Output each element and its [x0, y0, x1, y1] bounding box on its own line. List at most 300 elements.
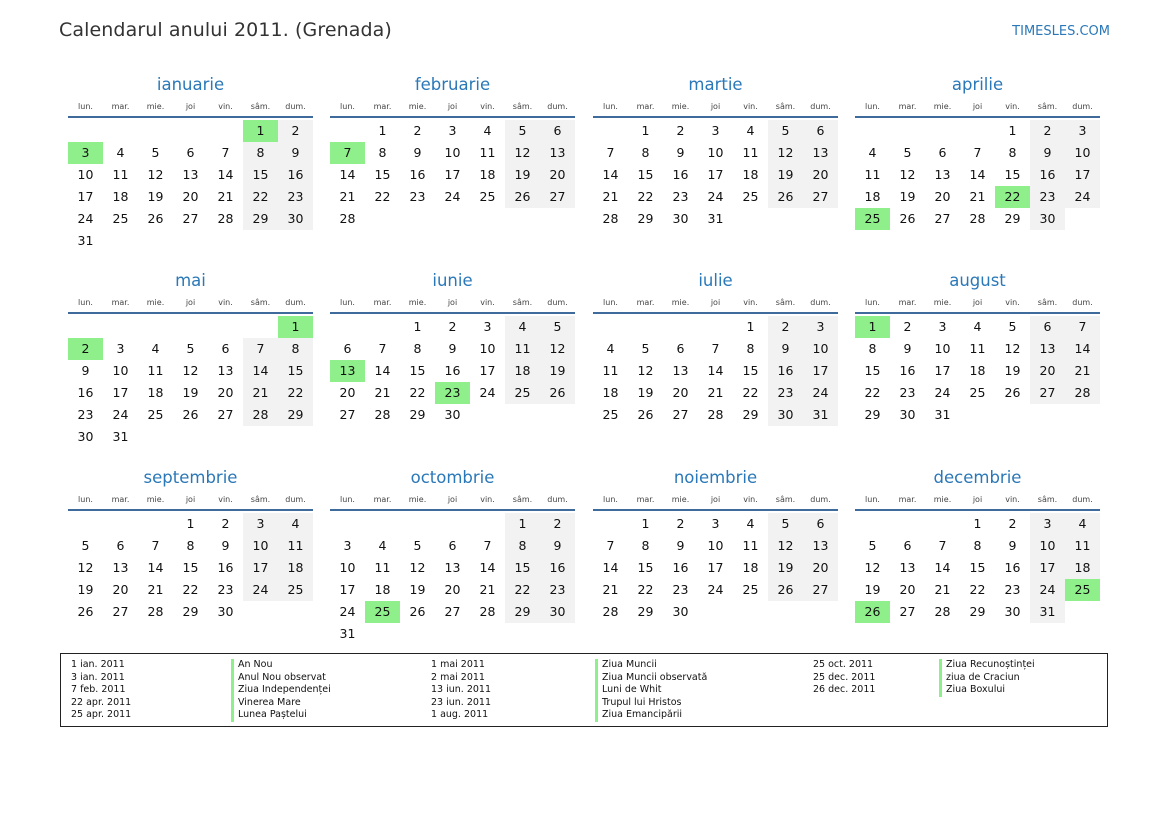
day-cell: 2: [768, 316, 803, 338]
weekday-label: sâm.: [775, 495, 796, 504]
weekday-label: mie.: [933, 495, 952, 504]
weekday-header: [593, 296, 838, 314]
day-cell: 8: [973, 538, 982, 553]
day-cell: 14: [602, 560, 619, 575]
day-cell: 19: [864, 582, 881, 597]
day-cell: 30: [768, 404, 803, 426]
month-name: august: [949, 271, 1006, 290]
day-cell: 29: [243, 208, 278, 230]
day-cell: 20: [182, 189, 199, 204]
day-cell: 24: [934, 385, 951, 400]
holiday-day-cell: 26: [855, 601, 890, 623]
day-cell: 22: [409, 385, 426, 400]
month-martie: [593, 74, 838, 230]
day-cell: 16: [278, 164, 313, 186]
day-cell: 8: [243, 142, 278, 164]
day-cell: 9: [413, 145, 422, 160]
legend-holiday-name: Ziua Muncii: [595, 659, 707, 672]
day-cell: 3: [1030, 513, 1065, 535]
day-cell: 20: [1030, 360, 1065, 382]
weekday-label: sâm.: [1037, 298, 1058, 307]
day-cell: 12: [505, 142, 540, 164]
empty-cell: [505, 208, 540, 230]
empty-cell: [470, 513, 505, 535]
weekday-label: sâm.: [250, 495, 271, 504]
day-cell: 6: [803, 120, 838, 142]
day-cell: 4: [278, 513, 313, 535]
day-grid: [68, 120, 313, 252]
legend-holiday-date: 25 apr. 2011: [71, 709, 132, 721]
day-cell: 25: [602, 407, 619, 422]
day-cell: 11: [479, 145, 496, 160]
day-cell: 11: [112, 167, 129, 182]
day-cell: 29: [1004, 211, 1021, 226]
empty-cell: [243, 230, 278, 252]
day-cell: 22: [278, 382, 313, 404]
weekday-label: mie.: [408, 102, 427, 111]
weekday-label: dum.: [547, 495, 568, 504]
day-cell: 8: [868, 341, 877, 356]
day-cell: 17: [112, 385, 129, 400]
day-cell: 19: [182, 385, 199, 400]
weekday-label: sâm.: [512, 102, 533, 111]
month-name: septembrie: [143, 468, 238, 487]
day-cell: 13: [112, 560, 129, 575]
day-cell: 12: [540, 338, 575, 360]
day-cell: 19: [77, 582, 94, 597]
day-cell: 19: [147, 189, 164, 204]
day-cell: 21: [339, 189, 356, 204]
day-cell: 26: [540, 382, 575, 404]
day-grid: [593, 513, 838, 623]
legend-holiday-date: 3 ian. 2011: [71, 671, 125, 683]
day-cell: 4: [505, 316, 540, 338]
empty-cell: [470, 208, 505, 230]
month-ianuarie: [68, 74, 313, 252]
empty-cell: [138, 230, 173, 252]
holiday-day-cell: 23: [435, 382, 470, 404]
day-cell: 6: [186, 145, 195, 160]
weekday-label: mar.: [111, 102, 130, 111]
day-cell: 3: [483, 319, 492, 334]
weekday-label: dum.: [810, 495, 831, 504]
legend-dates-col-3: [813, 659, 875, 697]
day-cell: 26: [1004, 385, 1021, 400]
day-cell: 31: [112, 429, 129, 444]
day-cell: 31: [339, 626, 356, 641]
day-cell: 3: [1065, 120, 1100, 142]
day-cell: 5: [505, 120, 540, 142]
day-cell: 4: [868, 145, 877, 160]
legend-holiday-date: 25 oct. 2011: [813, 659, 874, 670]
day-cell: 28: [1065, 382, 1100, 404]
empty-cell: [173, 316, 208, 338]
day-cell: 24: [479, 385, 496, 400]
day-cell: 30: [672, 211, 689, 226]
day-cell: 27: [672, 407, 689, 422]
day-cell: 11: [602, 363, 619, 378]
day-cell: 23: [217, 582, 234, 597]
legend-holiday-name: ziua de Craciun: [939, 672, 1035, 685]
day-cell: 7: [606, 538, 615, 553]
day-cell: 28: [969, 211, 986, 226]
day-cell: 8: [641, 538, 650, 553]
weekday-label: vin.: [743, 102, 758, 111]
weekday-label: vin.: [480, 495, 495, 504]
empty-cell: [505, 623, 540, 645]
day-cell: 24: [339, 604, 356, 619]
weekday-label: mar.: [373, 495, 392, 504]
weekday-label: mar.: [111, 298, 130, 307]
legend-names-col-2: [595, 659, 707, 722]
day-cell: 24: [707, 582, 724, 597]
weekday-label: dum.: [1072, 102, 1093, 111]
day-cell: 14: [374, 363, 391, 378]
day-cell: 26: [409, 604, 426, 619]
weekday-label: lun.: [340, 102, 355, 111]
day-cell: 30: [217, 604, 234, 619]
empty-cell: [278, 601, 313, 623]
weekday-header: [855, 296, 1100, 314]
weekday-label: sâm.: [775, 102, 796, 111]
day-cell: 21: [934, 582, 951, 597]
day-cell: 11: [1065, 535, 1100, 557]
day-cell: 18: [864, 189, 881, 204]
day-cell: 11: [864, 167, 881, 182]
legend-holiday-name: Lunea Paștelui: [231, 709, 331, 722]
day-cell: 27: [803, 186, 838, 208]
day-cell: 9: [676, 145, 685, 160]
day-cell: 2: [1008, 516, 1017, 531]
day-cell: 28: [934, 604, 951, 619]
weekday-label: lun.: [865, 495, 880, 504]
day-cell: 17: [803, 360, 838, 382]
day-cell: 1: [413, 319, 422, 334]
empty-cell: [365, 316, 400, 338]
day-cell: 21: [969, 189, 986, 204]
weekday-label: joi: [185, 298, 196, 307]
legend-holiday-name: Ziua Muncii observată: [595, 672, 707, 685]
day-cell: 17: [707, 560, 724, 575]
day-cell: 11: [505, 338, 540, 360]
day-cell: 15: [864, 363, 881, 378]
day-cell: 14: [602, 167, 619, 182]
day-cell: 16: [899, 363, 916, 378]
day-cell: 10: [934, 341, 951, 356]
empty-cell: [890, 120, 925, 142]
day-cell: 7: [606, 145, 615, 160]
day-cell: 9: [676, 538, 685, 553]
day-cell: 5: [151, 145, 160, 160]
day-cell: 30: [672, 604, 689, 619]
day-cell: 20: [444, 582, 461, 597]
day-cell: 22: [969, 582, 986, 597]
day-cell: 29: [742, 407, 759, 422]
day-cell: 16: [672, 167, 689, 182]
day-cell: 1: [186, 516, 195, 531]
day-cell: 17: [707, 167, 724, 182]
weekday-label: vin.: [1005, 298, 1020, 307]
empty-cell: [470, 623, 505, 645]
day-cell: 28: [243, 404, 278, 426]
day-cell: 2: [676, 123, 685, 138]
empty-cell: [698, 316, 733, 338]
day-cell: 7: [151, 538, 160, 553]
day-cell: 9: [1030, 142, 1065, 164]
empty-cell: [855, 513, 890, 535]
day-cell: 5: [413, 538, 422, 553]
day-cell: 12: [1004, 341, 1021, 356]
day-cell: 7: [378, 341, 387, 356]
day-cell: 28: [339, 211, 356, 226]
empty-cell: [138, 316, 173, 338]
day-cell: 21: [602, 582, 619, 597]
empty-cell: [1065, 601, 1100, 623]
day-cell: 8: [641, 145, 650, 160]
legend-dates-col-1: [71, 659, 131, 722]
day-cell: 9: [540, 535, 575, 557]
day-cell: 28: [479, 604, 496, 619]
weekday-label: joi: [185, 102, 196, 111]
weekday-label: mar.: [636, 495, 655, 504]
day-cell: 26: [182, 407, 199, 422]
day-cell: 28: [602, 604, 619, 619]
weekday-label: lun.: [603, 495, 618, 504]
empty-cell: [103, 120, 138, 142]
day-cell: 13: [444, 560, 461, 575]
month-name: februarie: [414, 75, 491, 94]
day-cell: 19: [637, 385, 654, 400]
day-cell: 22: [243, 186, 278, 208]
legend-holiday-date: 7 feb. 2011: [71, 684, 126, 696]
day-cell: 20: [934, 189, 951, 204]
day-cell: 15: [637, 560, 654, 575]
day-cell: 12: [77, 560, 94, 575]
legend-holiday-date: 1 ian. 2011: [71, 659, 125, 670]
day-cell: 22: [864, 385, 881, 400]
day-cell: 20: [217, 385, 234, 400]
day-cell: 17: [1030, 557, 1065, 579]
day-cell: 14: [1065, 338, 1100, 360]
empty-cell: [68, 513, 103, 535]
weekday-label: dum.: [810, 298, 831, 307]
empty-cell: [470, 404, 505, 426]
legend-holiday-date: 13 iun. 2011: [431, 684, 492, 696]
day-cell: 10: [479, 341, 496, 356]
day-cell: 22: [374, 189, 391, 204]
day-cell: 2: [676, 516, 685, 531]
weekday-label: dum.: [285, 298, 306, 307]
empty-cell: [208, 230, 243, 252]
empty-cell: [278, 426, 313, 448]
day-grid: [855, 316, 1100, 426]
empty-cell: [435, 513, 470, 535]
empty-cell: [768, 208, 803, 230]
site-link[interactable]: TIMESLES.COM: [1012, 24, 1110, 39]
day-cell: 31: [707, 211, 724, 226]
day-cell: 24: [77, 211, 94, 226]
month-februarie: [330, 74, 575, 230]
day-cell: 19: [409, 582, 426, 597]
day-cell: 4: [746, 123, 755, 138]
day-cell: 25: [969, 385, 986, 400]
weekday-label: joi: [447, 298, 458, 307]
weekday-label: vin.: [480, 298, 495, 307]
weekday-label: mar.: [898, 495, 917, 504]
day-cell: 21: [1065, 360, 1100, 382]
page-title: Calendarul anului 2011. (Grenada): [59, 19, 392, 41]
weekday-header: [68, 493, 313, 511]
empty-cell: [208, 316, 243, 338]
weekday-label: sâm.: [1037, 102, 1058, 111]
day-cell: 15: [243, 164, 278, 186]
day-cell: 27: [803, 579, 838, 601]
empty-cell: [103, 316, 138, 338]
day-cell: 24: [1065, 186, 1100, 208]
day-cell: 30: [278, 208, 313, 230]
holiday-day-cell: 25: [1065, 579, 1100, 601]
day-cell: 5: [1008, 319, 1017, 334]
empty-cell: [208, 426, 243, 448]
day-cell: 2: [903, 319, 912, 334]
empty-cell: [68, 120, 103, 142]
weekday-label: joi: [447, 495, 458, 504]
day-cell: 10: [803, 338, 838, 360]
day-cell: 16: [444, 363, 461, 378]
day-cell: 8: [378, 145, 387, 160]
day-grid: [68, 316, 313, 448]
day-cell: 26: [899, 211, 916, 226]
empty-cell: [803, 208, 838, 230]
day-cell: 29: [409, 407, 426, 422]
day-cell: 11: [374, 560, 391, 575]
legend-holiday-name: Ziua Recunoștinței: [939, 659, 1035, 672]
day-cell: 4: [378, 538, 387, 553]
day-cell: 6: [343, 341, 352, 356]
day-cell: 2: [540, 513, 575, 535]
day-cell: 7: [243, 338, 278, 360]
weekday-label: mar.: [373, 102, 392, 111]
weekday-label: lun.: [865, 298, 880, 307]
month-name: martie: [688, 75, 743, 94]
day-cell: 10: [339, 560, 356, 575]
day-cell: 13: [934, 167, 951, 182]
weekday-label: mar.: [636, 298, 655, 307]
day-cell: 10: [1065, 142, 1100, 164]
day-cell: 15: [1004, 167, 1021, 182]
day-cell: 13: [182, 167, 199, 182]
day-cell: 5: [868, 538, 877, 553]
empty-cell: [593, 316, 628, 338]
day-cell: 18: [278, 557, 313, 579]
legend-holiday-name: An Nou: [231, 659, 331, 672]
holiday-day-cell: 3: [68, 142, 103, 164]
legend-names-col-3: [939, 659, 1035, 697]
weekday-header: [68, 100, 313, 118]
empty-cell: [400, 513, 435, 535]
day-cell: 16: [409, 167, 426, 182]
empty-cell: [435, 208, 470, 230]
day-cell: 8: [413, 341, 422, 356]
day-cell: 17: [1065, 164, 1100, 186]
day-cell: 28: [374, 407, 391, 422]
weekday-label: mar.: [636, 102, 655, 111]
empty-cell: [733, 208, 768, 230]
day-cell: 13: [803, 142, 838, 164]
weekday-label: vin.: [480, 102, 495, 111]
empty-cell: [330, 316, 365, 338]
weekday-label: vin.: [743, 495, 758, 504]
day-cell: 29: [637, 604, 654, 619]
weekday-header: [593, 100, 838, 118]
day-cell: 15: [278, 360, 313, 382]
holiday-day-cell: 13: [330, 360, 365, 382]
weekday-label: mar.: [373, 298, 392, 307]
day-cell: 17: [934, 363, 951, 378]
day-cell: 20: [803, 557, 838, 579]
day-cell: 25: [479, 189, 496, 204]
day-cell: 27: [444, 604, 461, 619]
weekday-label: dum.: [1072, 298, 1093, 307]
day-cell: 14: [217, 167, 234, 182]
day-cell: 20: [540, 164, 575, 186]
day-cell: 25: [742, 189, 759, 204]
weekday-label: mie.: [408, 495, 427, 504]
day-cell: 18: [969, 363, 986, 378]
day-cell: 22: [505, 579, 540, 601]
day-cell: 10: [707, 538, 724, 553]
day-cell: 29: [864, 407, 881, 422]
day-cell: 5: [81, 538, 90, 553]
day-cell: 12: [864, 560, 881, 575]
weekday-header: [855, 100, 1100, 118]
day-cell: 3: [711, 123, 720, 138]
month-aprilie: [855, 74, 1100, 230]
day-cell: 10: [707, 145, 724, 160]
day-cell: 23: [1030, 186, 1065, 208]
day-cell: 11: [742, 538, 759, 553]
day-cell: 30: [1004, 604, 1021, 619]
day-cell: 24: [707, 189, 724, 204]
day-cell: 17: [243, 557, 278, 579]
day-cell: 30: [899, 407, 916, 422]
weekday-label: joi: [972, 298, 983, 307]
month-name: noiembrie: [673, 468, 758, 487]
day-cell: 12: [899, 167, 916, 182]
holiday-day-cell: 22: [995, 186, 1030, 208]
legend-holiday-date: 1 mai 2011: [431, 659, 485, 670]
day-cell: 8: [746, 341, 755, 356]
weekday-header: [330, 296, 575, 314]
day-cell: 4: [606, 341, 615, 356]
day-cell: 8: [1008, 145, 1017, 160]
empty-cell: [243, 426, 278, 448]
day-cell: 2: [413, 123, 422, 138]
day-cell: 24: [112, 407, 129, 422]
weekday-label: lun.: [603, 102, 618, 111]
weekday-label: mie.: [146, 298, 165, 307]
day-cell: 11: [969, 341, 986, 356]
weekday-label: dum.: [1072, 495, 1093, 504]
day-cell: 3: [448, 123, 457, 138]
day-cell: 4: [483, 123, 492, 138]
day-cell: 18: [1065, 557, 1100, 579]
day-cell: 13: [1030, 338, 1065, 360]
day-cell: 28: [707, 407, 724, 422]
day-cell: 6: [116, 538, 125, 553]
legend-holiday-name: Luni de Whit: [595, 684, 707, 697]
day-cell: 16: [540, 557, 575, 579]
